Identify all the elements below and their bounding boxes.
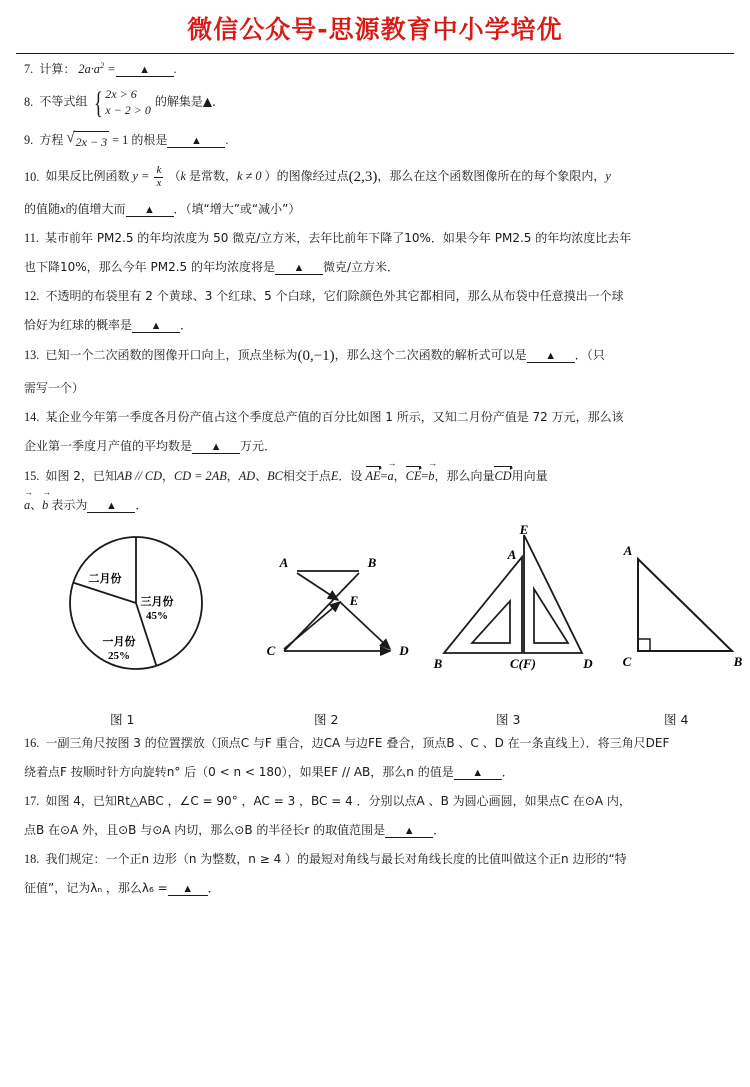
question-10-x: x <box>60 202 66 217</box>
figure-3-label-b: B <box>433 655 443 671</box>
question-11-line-2 <box>24 258 730 277</box>
question-10-text-h: ．（填“增大”或“减小”） <box>173 202 301 217</box>
figure-captions-row <box>14 710 736 732</box>
question-9: 9. 方程 √ 2x − 3 = 1 的根是 ▲ . <box>14 131 736 152</box>
fraction-numerator: k <box>156 164 162 177</box>
question-17-line-2 <box>24 821 730 840</box>
left-brace-glyph: { <box>94 84 104 120</box>
question-9-tail: 的根是 <box>131 132 168 147</box>
question-10 <box>14 165 736 219</box>
question-8-row-1: 2x > 6 <box>105 87 137 102</box>
question-7-answer-blank[interactable]: ▲ <box>116 64 174 77</box>
question-13-text-c: ．（只 <box>574 348 605 363</box>
question-13-number: 13. <box>24 348 40 363</box>
arrow-icon: → <box>42 486 52 497</box>
question-16-text-a: 一副三角尺按图 3 的位置摆放（顶点C 与F 重合，边CA 与边FE 叠合，顶点B 、C 、D 在一条直线上）．将三角尺DEF <box>45 735 670 750</box>
right-angle-mark <box>638 639 650 651</box>
question-14 <box>14 408 736 456</box>
question-18-text-a: 我们规定：一个正n 边形（n 为整数，n ≥ 4 ）的最短对角线与最长对角线长度的比值叫做这个正n 边形的“特 <box>45 852 627 867</box>
question-9-label: 方程 <box>39 132 64 147</box>
pie-label-january: 一月份 <box>102 634 136 648</box>
question-12-text-c: ． <box>180 318 193 333</box>
question-10-y-equals: y = <box>132 169 150 184</box>
question-18-answer-blank[interactable]: ▲ <box>168 883 208 896</box>
question-12 <box>14 287 736 335</box>
pie-percent-january: 25% <box>108 649 130 662</box>
vector-ce <box>284 602 340 649</box>
radical-icon: √ <box>66 129 75 146</box>
question-16-answer-blank[interactable]: ▲ <box>454 767 502 780</box>
question-9-radicand: 2x − 3 <box>74 131 109 152</box>
question-16-number: 16. <box>24 735 40 750</box>
question-11-text-a: 某市前年 PM2.5 的年均浓度为 50 微克/立方米，去年比前年下降了10%．如果今年 PM2.5 的年均浓度比去年 <box>45 231 632 246</box>
question-18 <box>14 850 736 898</box>
question-16-line-2 <box>24 763 730 782</box>
triangle-def-outer <box>524 535 582 653</box>
question-15-vector-a: → a <box>387 457 397 483</box>
question-15-vector-cd: CD <box>494 466 511 486</box>
figure-3-svg <box>430 525 605 685</box>
figure-2-label-e: E <box>349 592 359 608</box>
question-18-line-2 <box>24 879 730 898</box>
question-15-e: E <box>330 468 339 483</box>
arrow-icon: → <box>24 486 33 497</box>
question-14-text-b: 企业第一季度月产值的平均数是 <box>24 438 193 453</box>
pie-label-february: 二月份 <box>88 571 122 585</box>
question-9-equals: = 1 <box>112 132 129 147</box>
question-18-line-1 <box>24 850 730 869</box>
figure-3-label-e: E <box>519 524 529 537</box>
figure-3-label-a: A <box>507 546 517 562</box>
question-15-cd-2ab: CD = 2AB <box>174 468 227 483</box>
question-14-line-1 <box>24 408 730 427</box>
question-13-text-d: 需写一个） <box>24 380 85 395</box>
question-12-answer-blank[interactable]: ▲ <box>132 320 180 333</box>
question-12-text-b: 恰好为红球的概率是 <box>24 318 133 333</box>
question-7: 7. 计算： $2a\cdot a^2$ = ▲ . <box>24 61 177 77</box>
page-title: 微信公众号-思源教育中小学培优 <box>187 15 563 44</box>
question-14-answer-blank[interactable]: ▲ <box>192 441 240 454</box>
question-10-text-f: 的值随 <box>24 202 61 217</box>
question-15-vector-b-2: → b <box>42 486 52 512</box>
figure-2-label-c: C <box>266 642 276 658</box>
question-15-line-1: 15. 如图 2，已知AB // CD，CD = 2AB，AD、BC相交于点E．设 AE= → a，CE= → b，那么向量CD用向量 <box>24 466 730 486</box>
question-7-expression: $2a\cdot a^2$ = <box>78 61 116 77</box>
question-13-vertex: (0,−1) <box>297 348 335 365</box>
question-17-text-b: 点B 在⊙A 外，且⊙B 与⊙A 内切，那么⊙B 的半径长r 的取值范围是 <box>24 823 386 837</box>
question-13 <box>14 345 736 397</box>
question-7-label: 计算： <box>39 62 76 77</box>
question-12-line-1 <box>24 287 730 306</box>
question-17-line-1 <box>24 792 730 811</box>
figure-2-vector-diagram <box>262 547 432 687</box>
question-17-number: 17. <box>24 793 40 808</box>
question-10-text-g: 的值增大而 <box>65 202 126 217</box>
triangle-abc <box>638 559 732 651</box>
question-15-ad: AD <box>238 468 256 483</box>
arrow-icon: → <box>387 457 397 468</box>
figure-1-pie-chart <box>58 527 228 687</box>
question-13-answer-blank[interactable]: ▲ <box>527 350 575 363</box>
question-8-label: 不等式组 <box>39 94 88 109</box>
question-15-text-d: ，那么向量 <box>434 468 495 483</box>
question-14-line-2 <box>24 437 730 456</box>
question-12-text-a: 不透明的布袋里有 2 个黄球、3 个红球、5 个白球，它们除颜色外其它都相同，那么从布袋中任意摸出一个球 <box>45 289 624 304</box>
figure-2-svg <box>262 547 432 687</box>
question-15-text-b: 相交于点 <box>282 468 331 483</box>
question-9-answer-blank[interactable]: ▲ <box>167 135 225 148</box>
arrow-icon: → <box>428 457 438 468</box>
question-13-line-1 <box>24 345 730 368</box>
question-10-line-2 <box>24 200 730 219</box>
question-15-text-c: ．设 <box>338 468 363 483</box>
question-16 <box>14 734 736 782</box>
figure-4-caption: 图 4 <box>664 711 689 727</box>
question-11-text-b: 也下降10%，那么今年 PM2.5 的年均浓度将是 <box>24 260 275 275</box>
question-15-text-a: 如图 2，已知 <box>45 468 117 483</box>
question-15-vector-ce: CE <box>406 466 422 486</box>
question-10-text-c: 是常数， <box>189 169 238 184</box>
question-10-k-neq-0: k ≠ 0 <box>237 169 262 184</box>
question-10-text-e: ，那么在这个函数图像所在的每个象限内， <box>377 169 606 184</box>
pie-chart-svg <box>58 527 228 687</box>
question-13-text-b: ，那么这个二次函数的解析式可以是 <box>334 348 527 363</box>
question-17-text-c: ． <box>433 823 446 837</box>
question-18-number: 18. <box>24 852 40 867</box>
question-13-text-a: 已知一个二次函数的图像开口向上，顶点坐标为 <box>45 348 298 363</box>
figure-2-label-b: B <box>367 554 377 570</box>
question-11 <box>14 229 736 277</box>
question-10-number: 10. <box>24 169 40 184</box>
question-15-vector-a-2: → a <box>24 486 33 512</box>
figure-2-caption: 图 2 <box>314 711 339 727</box>
question-10-point: (2,3) <box>348 169 378 186</box>
question-18-text-b: 征值”，记为λₙ ，那么λ₆ = <box>24 881 168 896</box>
question-10-k1: k <box>180 169 186 184</box>
question-11-text-c: 微克/立方米． <box>322 260 400 275</box>
question-17 <box>14 792 736 840</box>
question-10-open-paren: （ <box>168 169 181 184</box>
figure-4-label-c: C <box>622 653 632 669</box>
question-11-line-1 <box>24 229 730 248</box>
question-10-text-d: ）的图像经过点 <box>264 169 349 184</box>
question-9-sqrt <box>66 131 109 152</box>
figure-1-caption: 图 1 <box>110 711 135 727</box>
figure-3-label-d: D <box>583 655 593 671</box>
question-15-answer-blank[interactable]: ▲ <box>87 500 135 513</box>
question-15-text-f: 表示为 <box>51 497 88 512</box>
question-17-text-a: 如图 4，已知Rt△ABC ，∠C = 90° ，AC = 3 ，BC = 4 ．分别以点A 、B 为圆心画圆，如果点C 在⊙A 内， <box>45 793 631 808</box>
question-10-y2: y <box>605 169 611 184</box>
question-15-vector-ae: AE <box>366 466 381 486</box>
figure-4-label-b: B <box>733 653 743 669</box>
figure-3-caption: 图 3 <box>496 711 521 727</box>
question-15-text-g: ． <box>135 497 148 512</box>
figure-2-label-a: A <box>279 554 289 570</box>
question-10-answer-blank[interactable]: ▲ <box>126 204 174 217</box>
question-15-line-2: → a、 → b 表示为 ▲ ． <box>24 496 730 515</box>
question-10-text-a: 如果反比例函数 <box>45 169 130 184</box>
question-8-number: 8. <box>24 94 34 109</box>
question-11-answer-blank[interactable]: ▲ <box>275 262 323 275</box>
question-8 <box>14 84 736 120</box>
question-14-text-a: 某企业今年第一季度各月份产值占这个季度总产值的百分比如图 1 所示，又知二月份产值是 72 万元，那么该 <box>45 409 624 424</box>
question-7-number: 7. <box>24 62 34 77</box>
figure-4-right-triangle <box>614 533 750 683</box>
question-8-row-2: x − 2 > 0 <box>105 102 151 117</box>
question-14-number: 14. <box>24 409 40 424</box>
pie-label-march: 三月份 <box>140 594 174 608</box>
segment-ed <box>340 602 390 649</box>
question-10-line-1 <box>24 165 730 190</box>
question-11-number: 11. <box>24 231 39 246</box>
question-14-text-c: 万元． <box>240 438 277 453</box>
question-15-vector-b: → b <box>428 457 438 483</box>
question-12-number: 12. <box>24 289 40 304</box>
question-16-line-1 <box>24 734 730 753</box>
fraction-denominator: x <box>156 177 162 190</box>
question-9-number: 9. <box>24 132 34 147</box>
question-15-text-e: 用向量 <box>511 468 548 483</box>
question-17-answer-blank[interactable]: ▲ <box>385 825 433 838</box>
pie-percent-march: 45% <box>146 609 168 622</box>
figure-3-label-cf: C(F) <box>510 655 536 671</box>
figure-2-label-d: D <box>399 642 409 658</box>
question-15-number: 15. <box>24 468 40 483</box>
question-8-tail: 的解集是▲． <box>154 94 225 109</box>
question-15 <box>14 457 736 515</box>
figures-row <box>14 524 743 710</box>
question-18-text-c: ． <box>207 881 220 896</box>
question-10-fraction <box>154 165 163 190</box>
question-16-text-c: ． <box>501 764 514 779</box>
triangle-abc-inner <box>472 601 510 643</box>
header-divider <box>16 53 734 54</box>
question-12-line-2 <box>24 316 730 335</box>
question-16-text-b: 绕着点F 按顺时针方向旋转n° 后（0 < n < 180），如果EF // AB，那么n 的值是 <box>24 764 454 779</box>
question-15-bc: BC <box>267 468 283 483</box>
question-15-ab-cd: AB // CD <box>116 468 162 483</box>
vector-ae <box>297 573 338 600</box>
figure-4-svg <box>614 533 750 683</box>
figure-3-set-squares <box>430 525 605 685</box>
question-8-inequality-system <box>91 84 151 120</box>
figure-4-label-a: A <box>623 542 633 558</box>
question-13-line-2 <box>24 379 730 398</box>
